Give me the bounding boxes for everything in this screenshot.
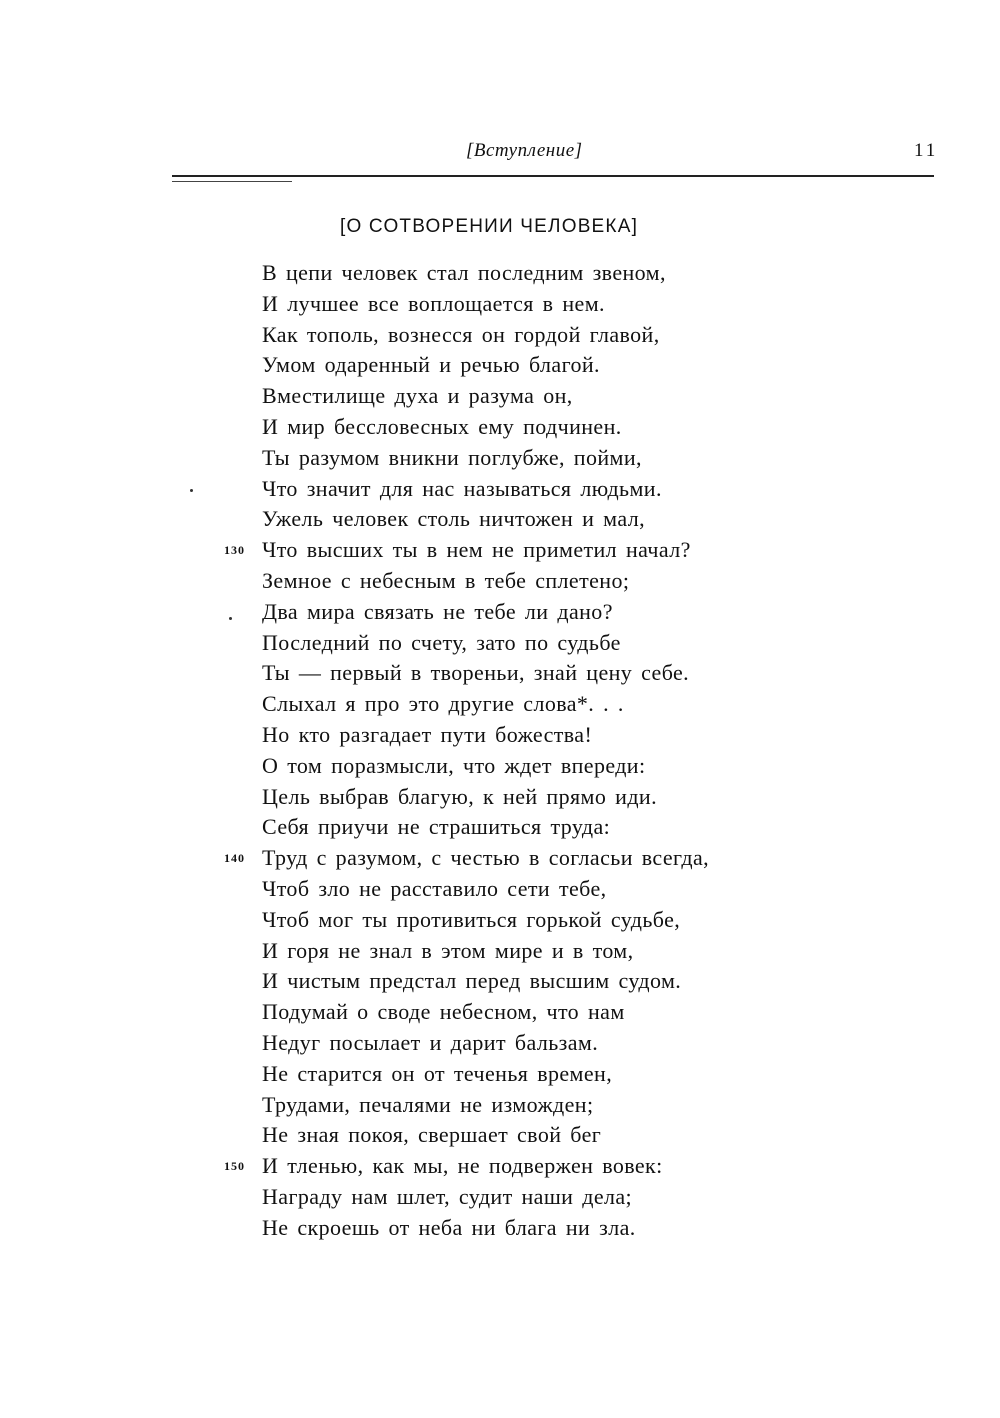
verse-line: Земное с небесным в тебе сплетено; xyxy=(262,567,630,593)
line-number-140: 140 xyxy=(224,851,245,865)
line-number-150: 150 xyxy=(224,1159,245,1173)
verse-line: Подумай о своде небесном, что нам xyxy=(262,999,625,1025)
verse-line: Ты — первый в твореньи, знай цену себе. xyxy=(262,660,690,686)
verse-line: Что значит для нас называться людьми. xyxy=(262,475,662,501)
verse-line: Не старится он от теченья времен, xyxy=(262,1060,613,1086)
verse-line: Труд с разумом, с честью в согласьи всегда, xyxy=(262,845,710,871)
header-rule-secondary xyxy=(172,181,292,182)
section-title: [О СОТВОРЕНИИ ЧЕЛОВЕКА] xyxy=(340,216,639,237)
verse-line: И мир бессловесных ему подчинен. xyxy=(262,413,622,439)
verse-line: Трудами, печалями не изможден; xyxy=(262,1091,594,1117)
running-head xyxy=(0,140,1000,170)
margin-speck xyxy=(229,617,232,620)
verse-line: Чтоб зло не расставило сети тебе, xyxy=(262,875,607,901)
verse-line: И тленью, как мы, не подвержен вовек: xyxy=(262,1153,663,1179)
verse-line: Не скроешь от неба ни блага ни зла. xyxy=(262,1214,636,1240)
verse-line: Недуг посылает и дарит бальзам. xyxy=(262,1029,599,1055)
verse-line: И горя не знал в этом мире и в том, xyxy=(262,937,634,963)
verse-line: Вместилище духа и разума он, xyxy=(262,383,573,409)
verse-line: Ужель человек столь ничтожен и мал, xyxy=(262,506,645,532)
verse-line: Что высших ты в нем не приметил начал? xyxy=(262,537,691,563)
verse-line: Последний по счету, зато по судьбе xyxy=(262,629,621,655)
verse-line: Чтоб мог ты противиться горькой судьбе, xyxy=(262,906,681,932)
verse-line: И лучшее все воплощается в нем. xyxy=(262,290,605,316)
verse-line: Не зная покоя, свершает свой бег xyxy=(262,1122,602,1148)
verse-line: Умом одаренный и речью благой. xyxy=(262,352,600,378)
verse-line: Цель выбрав благую, к ней прямо иди. xyxy=(262,783,657,809)
verse-line: О том поразмысли, что ждет впереди: xyxy=(262,752,646,778)
verse-line: Ты разумом вникни поглубже, пойми, xyxy=(262,444,642,470)
verse-line: Как тополь, вознесся он гордой главой, xyxy=(262,321,660,347)
running-title: [Вступление] xyxy=(466,140,583,161)
verse-line: В цепи человек стал последним звеном, xyxy=(262,260,666,285)
verse-line: Себя приучи не страшиться труда: xyxy=(262,814,611,840)
line-number-130: 130 xyxy=(224,543,245,557)
page-number: 11 xyxy=(914,140,939,161)
verse-line: Но кто разгадает пути божества! xyxy=(262,721,593,747)
verse-line: Два мира связать не тебе ли дано? xyxy=(262,598,613,624)
margin-speck xyxy=(190,489,193,492)
verse-line: Слыхал я про это другие слова*. . . xyxy=(262,691,624,717)
verse-block xyxy=(262,258,709,1244)
header-rule xyxy=(172,175,934,177)
verse-line: И чистым предстал перед высшим судом. xyxy=(262,968,682,994)
verse-line: Награду нам шлет, судит наши дела; xyxy=(262,1183,633,1209)
